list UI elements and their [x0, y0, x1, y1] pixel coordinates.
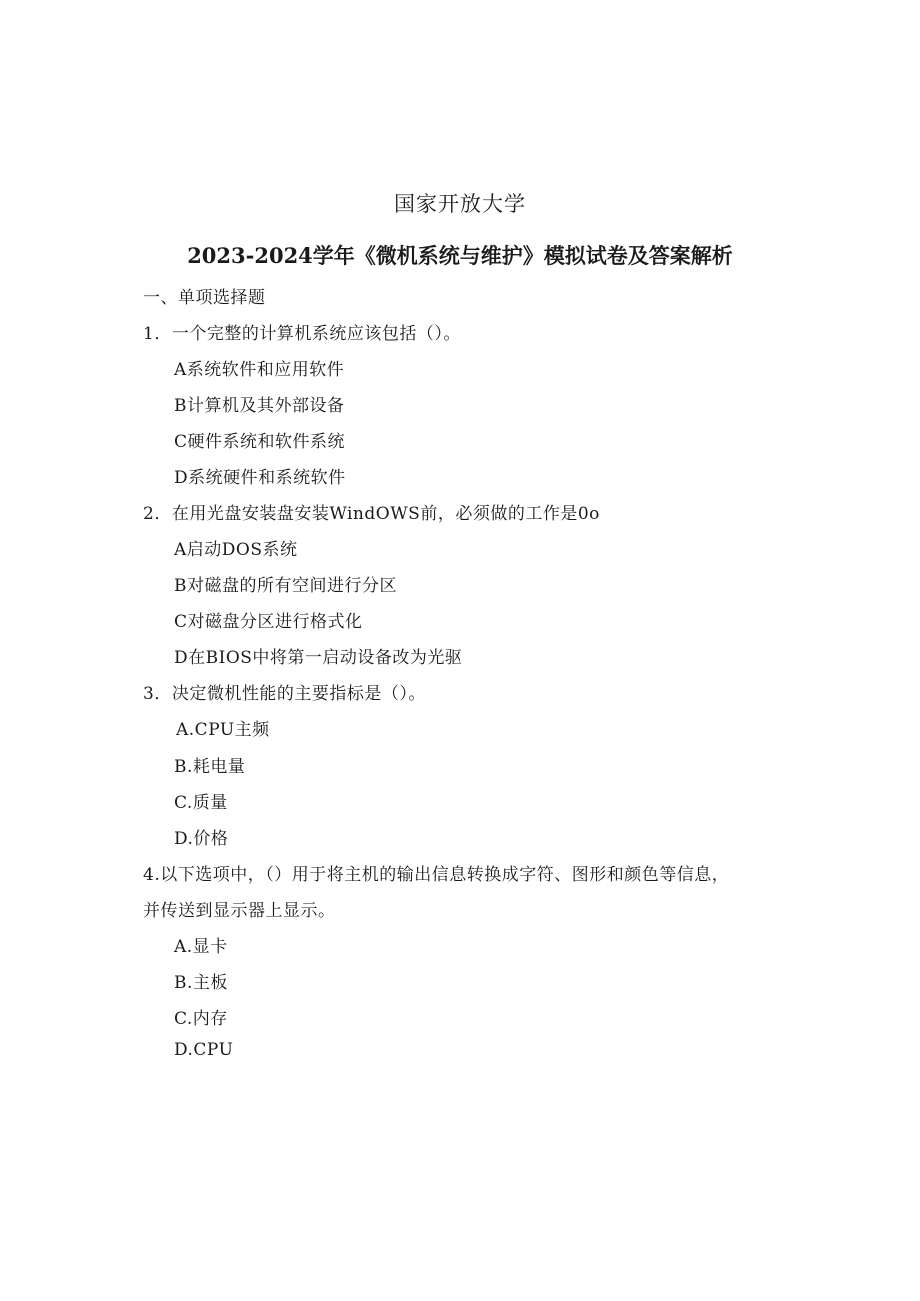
question-3-option-b: B.耗电量 [174, 757, 246, 777]
question-4-option-a: A.显卡 [174, 937, 228, 957]
question-4-stem-line-2: 并传送到显示器上显示。 [143, 901, 336, 921]
question-1-option-d: D系统硬件和系统软件 [174, 468, 346, 488]
question-4-option-b: B.主板 [174, 973, 228, 993]
question-4-stem-line-1: 4.以下选项中，（）用于将主机的输出信息转换成字符、图形和颜色等信息， [143, 865, 730, 885]
question-4-option-d: D.CPU [174, 1040, 234, 1060]
question-2-option-a: A启动DOS系统 [174, 540, 298, 560]
question-3-stem: 3．决定微机性能的主要指标是（）。 [143, 684, 426, 704]
question-1-option-a: A系统软件和应用软件 [174, 360, 345, 380]
question-1-option-c: C硬件系统和软件系统 [174, 432, 346, 452]
question-2-option-d: D在BIOS中将第一启动设备改为光驱 [174, 648, 463, 668]
question-3-option-c: C.质量 [174, 793, 228, 813]
exam-title: 2023-2024学年《微机系统与维护》模拟试卷及答案解析 [187, 243, 733, 268]
question-1-option-b: B计算机及其外部设备 [174, 396, 345, 416]
question-3-option-a: A.CPU主频 [176, 720, 270, 740]
section-heading: 一、单项选择题 [143, 288, 266, 308]
question-4-option-c: C.内存 [174, 1009, 228, 1029]
question-1-stem: 1．一个完整的计算机系统应该包括（）。 [143, 324, 461, 344]
question-3-option-d: D.价格 [174, 829, 229, 849]
university-title: 国家开放大学 [394, 192, 526, 216]
question-2-option-c: C对磁盘分区进行格式化 [174, 612, 363, 632]
question-2-option-b: B对磁盘的所有空间进行分区 [174, 576, 397, 596]
question-2-stem: 2．在用光盘安装盘安装WindOWS前，必须做的工作是0o [143, 504, 600, 524]
